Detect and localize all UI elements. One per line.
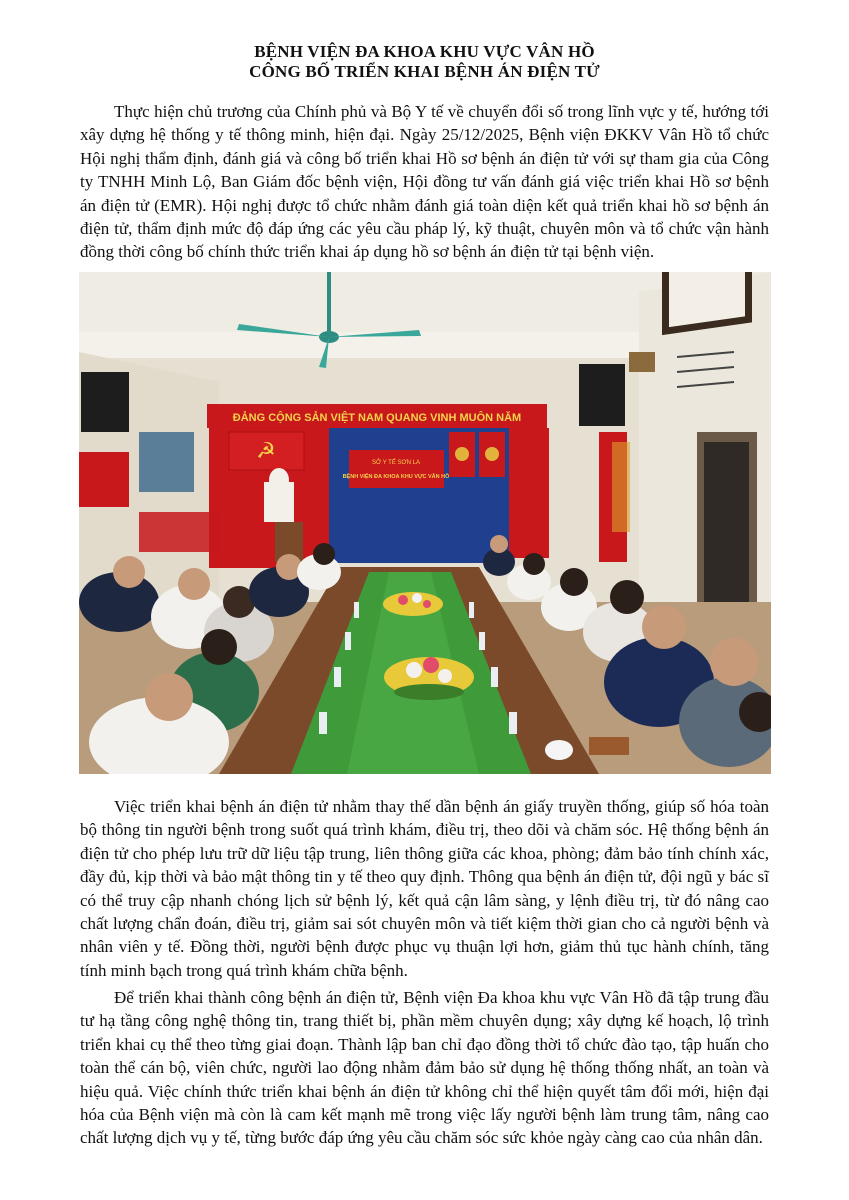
speaker-icon: [81, 372, 129, 432]
paragraph-intro: Thực hiện chủ trương của Chính phủ và Bộ Y tế về chuyển đổi số trong lĩnh vực y tế, hướng tới xây dựng hệ thống y tế thông minh, hiện đại. Ngày 25/12/2025, Bệnh viện ĐKKV Vân Hồ tổ chức Hội nghị thẩm định, đánh giá và công bố triển khai Hồ sơ bệnh án điện tử với sự tham gia của Công ty TNHH Minh Lộ, Ban Giám đốc bệnh viện, Hội đồng tư vấn đánh giá việc triển khai Hồ sơ bệnh án điện tử (EMR). Hội nghị được tổ chức nhằm đánh giá toàn diện kết quả triển khai hồ sơ bệnh án điện tử, thẩm định mức độ đáp ứng các yêu cầu pháp lý, kỹ thuật, chuyên môn và tổ chức vận hành đồng thời công bố chính thức triển khai áp dụng hồ sơ bệnh án điện tử tại bệnh viện.: [80, 102, 769, 262]
screen-line1: SỞ Y TẾ SƠN LA: [372, 460, 420, 466]
document-title-line2: CÔNG BỐ TRIỂN KHAI BỆNH ÁN ĐIỆN TỬ: [249, 62, 600, 81]
screen-line2: BỆNH VIỆN ĐA KHOA KHU VỰC VÂN HỒ: [342, 474, 450, 480]
red-backdrop: [509, 428, 549, 558]
window: [139, 432, 194, 492]
stage-screen: [349, 450, 444, 488]
flower-arrangement: [383, 592, 443, 616]
document-title-line1: BỆNH VIỆN ĐA KHOA KHU VỰC VÂN HỒ: [254, 42, 595, 61]
red-banner: [79, 452, 129, 507]
paragraph-implementation: Để triển khai thành công bệnh án điện tử, Bệnh viện Đa khoa khu vực Vân Hồ đã tập trung đầu tư hạ tầng công nghệ thông tin, trang thiết bị, phần mềm chuyên dụng; xây dựng kế hoạch, lộ trình triển khai cụ thể theo từng giai đoạn. Thành lập ban chỉ đạo đồng thời tổ chức đào tạo, tập huấn cho toàn thể cán bộ, viên chức, người lao động nhằm đảm bảo sử dụng hệ thống thống nhất, an toàn và hiệu quả. Việc chính thức triển khai bệnh án điện tử không chỉ thể hiện quyết tâm đổi mới, hiện đại hóa của Bệnh viện mà còn là cam kết mạnh mẽ trong việc lấy người bệnh làm trung tâm, nâng cao chất lượng dịch vụ y tế, từng bước đáp ứng yêu cầu chăm sóc sức khỏe ngày càng cao của nhân dân.: [80, 988, 769, 1148]
paragraph-benefits: Việc triển khai bệnh án điện tử nhằm thay thế dần bệnh án giấy truyền thống, giúp số hóa toàn bộ thông tin người bệnh trong suốt quá trình khám, điều trị, theo dõi và chăm sóc. Hệ thống bệnh án điện tử cho phép lưu trữ dữ liệu tập trung, liên thông giữa các khoa, phòng; đảm bảo tính chính xác, đầy đủ, kịp thời và bảo mật thông tin y tế theo quy định. Thông qua bệnh án điện tử, đội ngũ y bác sĩ có thể truy cập nhanh chóng lịch sử bệnh lý, kết quả cận lâm sàng, y lệnh điều trị, từ đó nâng cao chất lượng chẩn đoán, điều trị, giảm sai sót chuyên môn và tiết kiệm thời gian cho cả người bệnh và nhân viên y tế. Đồng thời, người bệnh được phục vụ thuận lợi hơn, giảm thủ tục hành chính, tăng tính minh bạch trong quá trình khám chữa bệnh.: [80, 797, 769, 980]
party-flag-icon: ☭: [256, 439, 276, 464]
flower-arrangement: [384, 657, 474, 700]
speaker-icon: [579, 364, 625, 426]
banner-text: ĐẢNG CỘNG SẢN VIỆT NAM QUANG VINH MUÔN NĂM: [232, 412, 522, 424]
conference-photo: [79, 272, 771, 774]
